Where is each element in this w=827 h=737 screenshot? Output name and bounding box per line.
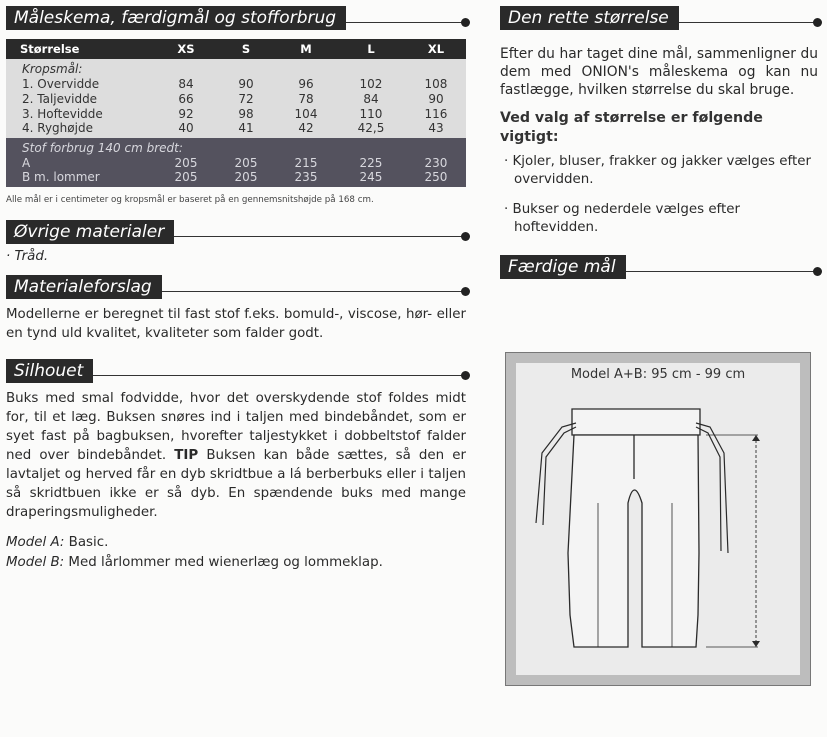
silhouette-text bbox=[6, 389, 466, 522]
cell: 41 bbox=[238, 121, 254, 135]
measure-arrow-down-icon bbox=[752, 641, 760, 647]
cell: 78 bbox=[298, 91, 314, 106]
tip-label: TIP bbox=[174, 448, 199, 463]
cell: 102 bbox=[359, 76, 383, 91]
right-size-intro: Efter du har taget dine mål, sammenligner du dem med ONION's måleskema og kan nu fastlægge, hvilken størrelse du skal bruge. bbox=[500, 46, 818, 98]
table-row bbox=[6, 155, 466, 170]
left-column bbox=[6, 0, 466, 572]
section-title: Silhouet bbox=[6, 359, 93, 383]
row-label: 4. Ryghøjde bbox=[22, 121, 93, 135]
cell: 42 bbox=[298, 121, 314, 135]
table-row bbox=[6, 76, 466, 91]
section-title: Færdige mål bbox=[500, 255, 626, 279]
model-b-text: Med lårlommer med wienerlæg og lommeklap. bbox=[64, 555, 383, 570]
group-label: Stof forbrug 140 cm bredt: bbox=[22, 141, 183, 155]
row-label: A bbox=[22, 155, 31, 170]
cell: 98 bbox=[238, 106, 254, 121]
cell: 245 bbox=[359, 170, 383, 184]
cell: 205 bbox=[174, 155, 198, 170]
row-label: 3. Hoftevidde bbox=[22, 106, 103, 121]
table-footnote: Alle mål er i centimeter og kropsmål er baseret på en gennemsnitshøjde på 168 cm. bbox=[6, 195, 374, 205]
right-size-heading bbox=[500, 2, 818, 30]
group-label: Kropsmål: bbox=[22, 62, 83, 76]
other-materials-heading bbox=[6, 216, 466, 244]
section-title: Materialeforslag bbox=[6, 275, 162, 299]
size-header: L bbox=[336, 39, 406, 59]
cell: 205 bbox=[174, 170, 198, 184]
cell: 116 bbox=[424, 106, 448, 121]
heading-dot-icon bbox=[461, 371, 470, 380]
material-suggestion-heading bbox=[6, 271, 466, 299]
bullet-item: · Bukser og nederdele vælges efter hoftevidden. bbox=[504, 202, 741, 235]
size-header: XS bbox=[156, 39, 216, 59]
cell: 42,5 bbox=[357, 121, 385, 135]
cell: 84 bbox=[363, 91, 379, 106]
model-a-text: Basic. bbox=[64, 535, 109, 550]
fabric-usage-group bbox=[6, 138, 466, 187]
table-row bbox=[6, 121, 466, 138]
waistband-shape bbox=[572, 409, 700, 435]
finished-heading bbox=[500, 251, 818, 279]
size-header: M bbox=[276, 39, 336, 59]
cell: 92 bbox=[178, 106, 194, 121]
table-header-row bbox=[6, 39, 466, 59]
cell: 43 bbox=[428, 121, 444, 135]
cell: 205 bbox=[234, 155, 258, 170]
cell: 104 bbox=[294, 106, 318, 121]
size-header: XL bbox=[406, 39, 466, 59]
cell: 84 bbox=[178, 76, 194, 91]
finished-measure-figure bbox=[505, 352, 811, 686]
table-row bbox=[6, 106, 466, 121]
cell: 66 bbox=[178, 91, 194, 106]
size-table bbox=[6, 39, 466, 187]
table-row bbox=[6, 91, 466, 106]
table-row bbox=[6, 59, 466, 76]
cell: 215 bbox=[294, 155, 318, 170]
measure-arrow-up-icon bbox=[752, 435, 760, 441]
table-row bbox=[6, 170, 466, 187]
pants-illustration bbox=[506, 353, 812, 687]
model-a-label: Model A: bbox=[6, 535, 65, 550]
right-column bbox=[500, 0, 818, 279]
right-size-important: Ved valg af størrelse er følgende vigtigt: bbox=[500, 110, 763, 145]
cell: 90 bbox=[428, 91, 444, 106]
cell: 96 bbox=[298, 76, 314, 91]
cell: 205 bbox=[234, 170, 258, 184]
section-title: Måleskema, færdigmål og stofforbrug bbox=[6, 6, 346, 30]
cell: 235 bbox=[294, 170, 318, 184]
heading-dot-icon bbox=[813, 267, 822, 276]
size-header: S bbox=[216, 39, 276, 59]
right-tie bbox=[696, 423, 728, 553]
row-label: 1. Overvidde bbox=[22, 76, 100, 91]
figure-caption: Model A+B: 95 cm - 99 cm bbox=[570, 367, 746, 382]
size-section-heading bbox=[6, 2, 466, 30]
silhouette-heading bbox=[6, 355, 466, 383]
cell: 90 bbox=[238, 76, 254, 91]
cell: 230 bbox=[424, 155, 448, 170]
row-label: B m. lommer bbox=[22, 170, 100, 184]
cell: 108 bbox=[424, 76, 448, 91]
table-row bbox=[6, 138, 466, 155]
cell: 225 bbox=[359, 155, 383, 170]
section-title: Øvrige materialer bbox=[6, 220, 174, 244]
heading-dot-icon bbox=[461, 18, 470, 27]
bullet-item: · Kjoler, bluser, frakker og jakker vælges efter overvidden. bbox=[504, 154, 811, 187]
heading-dot-icon bbox=[813, 18, 822, 27]
heading-dot-icon bbox=[461, 232, 470, 241]
cell: 110 bbox=[359, 106, 383, 121]
material-suggestion-text: Modellerne er beregnet til fast stof f.eks. bomuld-, viscose, hør- eller en tynd uld kvalitet, kvaliteter som falder godt. bbox=[6, 307, 466, 341]
body-measure-group bbox=[6, 59, 466, 138]
tip-text: Buksen kan både sættes, så den er lavtaljet og herved får en dyb skridtbue a lá berberbuks eller i taljen så skridtbuen ikke er så dyb. En spændende buks med mange draperingsmuligheder. bbox=[6, 448, 466, 520]
row-label: 2. Taljevidde bbox=[22, 91, 98, 106]
corner-header: Størrelse bbox=[6, 39, 156, 59]
model-b-line bbox=[6, 553, 466, 572]
section-title: Den rette størrelse bbox=[500, 6, 679, 30]
silhouette-description: Buks med smal fodvidde, hvor det overskydende stof foldes midt for, til et læg. Buksen snøres ind i taljen med bindebåndet, som er syet fast på bagbuksen, hvorefter taljestykket i dobbeltstof falder ned over bindebåndet. bbox=[6, 391, 466, 463]
cell: 40 bbox=[178, 121, 194, 135]
cell: 72 bbox=[238, 91, 254, 106]
right-tie-inner bbox=[696, 427, 721, 551]
model-a-line bbox=[6, 533, 466, 552]
cell: 250 bbox=[424, 170, 448, 184]
materials-item: · Tråd. bbox=[6, 249, 49, 264]
heading-dot-icon bbox=[461, 287, 470, 296]
model-b-label: Model B: bbox=[6, 555, 65, 570]
